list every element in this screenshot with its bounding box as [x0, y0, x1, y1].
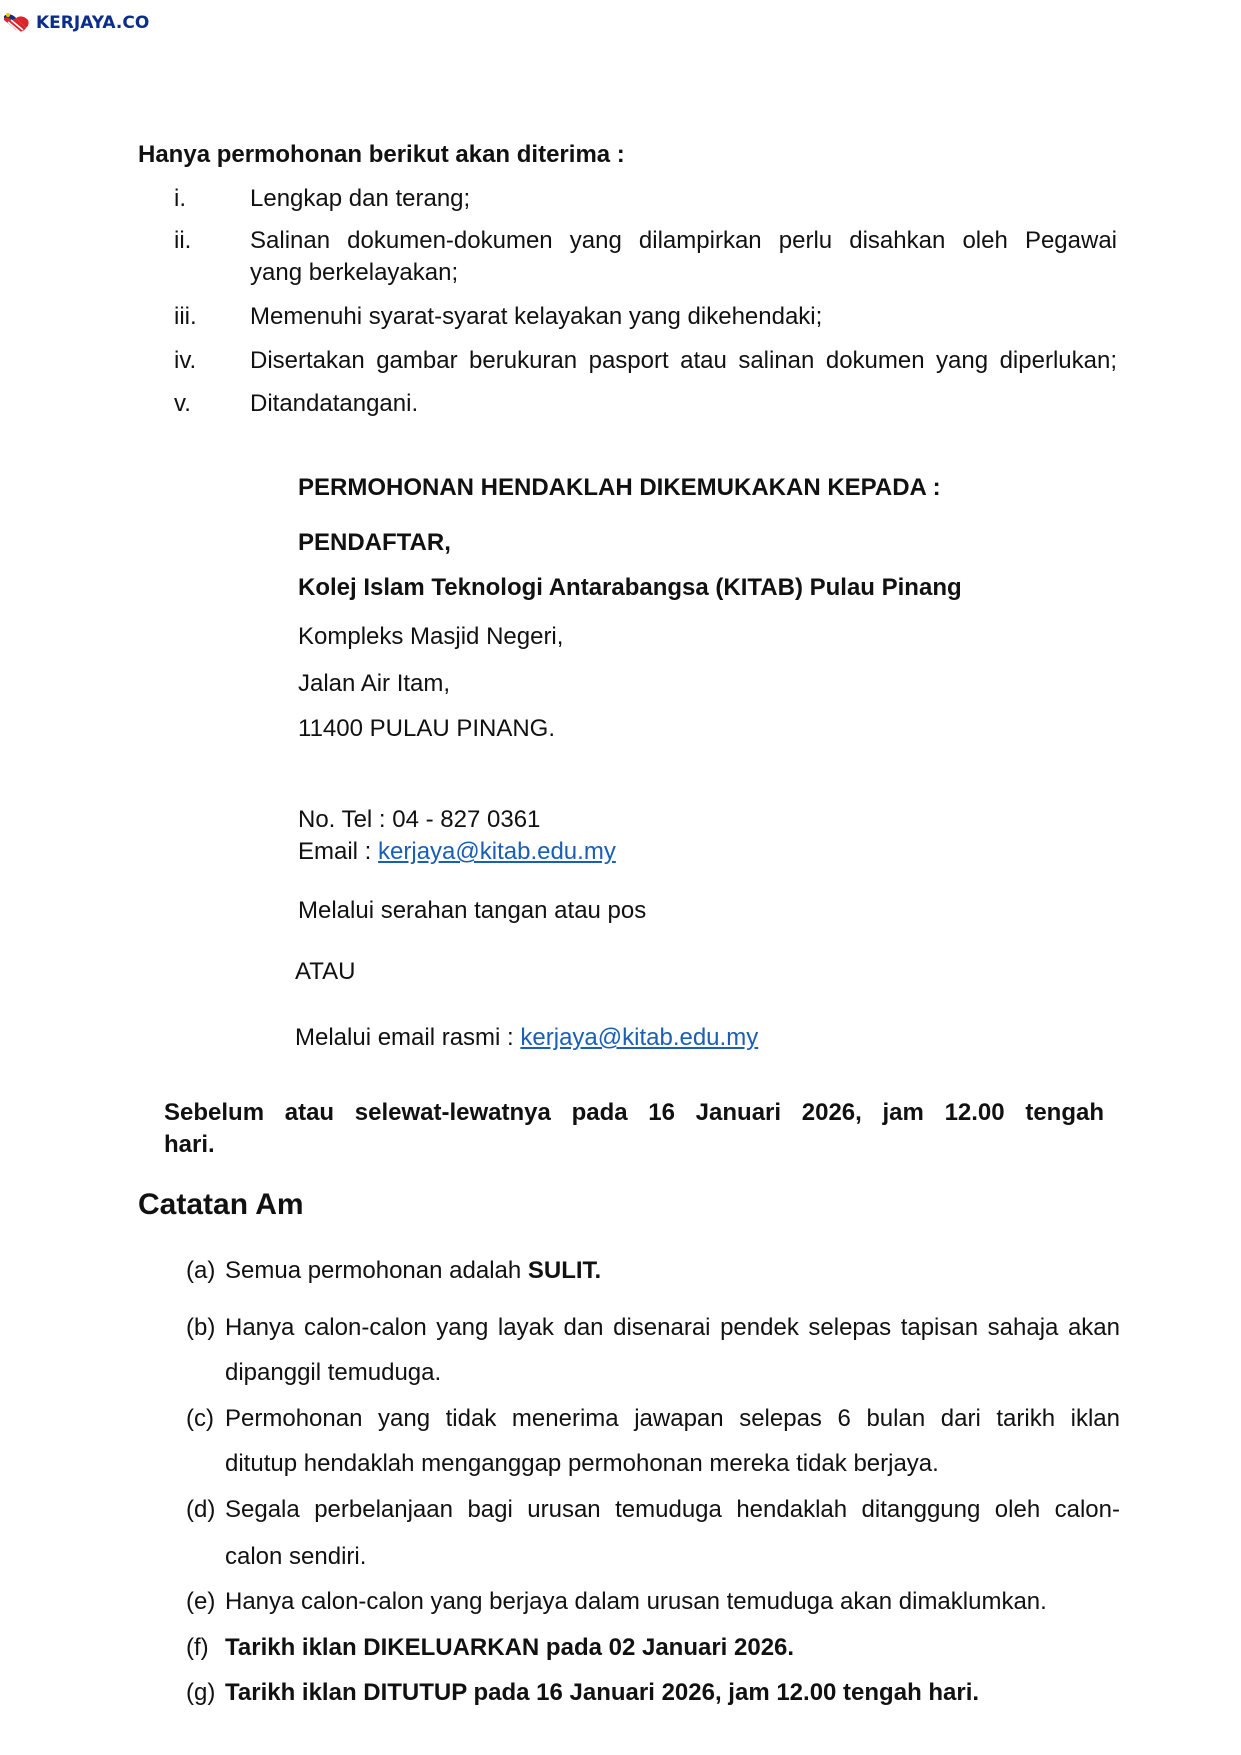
note-item-cont: dipanggil temuduga.: [225, 1359, 442, 1386]
deadline-text: Sebelum atau selewat-lewatnya pada 16 Januari 2026, jam 12.00 tengah: [164, 1099, 1104, 1126]
note-item: [225, 1257, 601, 1285]
address-line: Jalan Air Itam,: [298, 670, 451, 697]
recipient: PENDAFTAR,: [298, 529, 451, 556]
list-item: Ditandatangani.: [250, 390, 419, 417]
note-item: Tarikh iklan DITUTUP pada 16 Januari 2026, jam 12.00 tengah hari.: [225, 1679, 980, 1706]
address-heading: PERMOHONAN HENDAKLAH DIKEMUKAKAN KEPADA :: [298, 474, 941, 501]
note-item: Segala perbelanjaan bagi urusan temuduga hendaklah ditanggung oleh calon-: [225, 1496, 1120, 1523]
note-item: Hanya calon-calon yang berjaya dalam urusan temuduga akan dimaklumkan.: [225, 1588, 1047, 1615]
note-letter: (g): [186, 1679, 216, 1706]
email-line: [298, 838, 616, 866]
list-number: iv.: [174, 347, 197, 374]
institution-name: Kolej Islam Teknologi Antarabangsa (KITAB) Pulau Pinang: [298, 574, 962, 601]
or-text: ATAU: [295, 958, 356, 985]
note-letter: (d): [186, 1496, 216, 1523]
note-text: Semua permohonan adalah: [225, 1257, 528, 1284]
note-item: Permohonan yang tidak menerima jawapan selepas 6 bulan dari tarikh iklan: [225, 1405, 1120, 1432]
telephone: No. Tel : 04 - 827 0361: [298, 806, 541, 833]
address-line: Kompleks Masjid Negeri,: [298, 623, 564, 650]
list-number: ii.: [174, 227, 192, 254]
deadline-text-cont: hari.: [164, 1131, 215, 1158]
requirements-heading: Hanya permohonan berikut akan diterima :: [138, 141, 625, 168]
list-item-cont: yang berkelayakan;: [250, 259, 459, 286]
note-letter: (c): [186, 1405, 214, 1432]
note-item: Tarikh iklan DIKELUARKAN pada 02 Januari 2026.: [225, 1634, 795, 1661]
list-number: iii.: [174, 303, 197, 330]
flag-heart-icon: [2, 10, 32, 36]
note-item: Hanya calon-calon yang layak dan disenarai pendek selepas tapisan sahaja akan: [225, 1314, 1120, 1341]
note-bold: SULIT.: [527, 1257, 602, 1284]
email-link[interactable]: kerjaya@kitab.edu.my: [378, 838, 616, 865]
email-label: Email :: [298, 838, 379, 865]
logo-text: KERJAYA.CO: [36, 13, 150, 33]
notes-heading: Catatan Am: [138, 1188, 304, 1221]
note-letter: (b): [186, 1314, 216, 1341]
note-letter: (e): [186, 1588, 216, 1615]
address-line: 11400 PULAU PINANG.: [298, 715, 556, 742]
list-number: v.: [174, 390, 191, 417]
list-item: Lengkap dan terang;: [250, 185, 471, 212]
note-letter: (f): [186, 1634, 209, 1661]
kerjaya-logo: [2, 10, 149, 36]
email-submission-label: Melalui email rasmi :: [295, 1024, 521, 1051]
official-email-link[interactable]: kerjaya@kitab.edu.my: [520, 1024, 759, 1051]
list-number: i.: [174, 185, 186, 212]
note-item-cont: ditutup hendaklah menganggap permohonan mereka tidak berjaya.: [225, 1450, 939, 1477]
note-item-cont: calon sendiri.: [225, 1543, 367, 1570]
list-item: Salinan dokumen-dokumen yang dilampirkan perlu disahkan oleh Pegawai: [250, 227, 1117, 254]
note-letter: (a): [186, 1257, 216, 1284]
list-item: Disertakan gambar berukuran pasport atau salinan dokumen yang diperlukan;: [250, 347, 1117, 374]
list-item: Memenuhi syarat-syarat kelayakan yang dikehendaki;: [250, 303, 823, 330]
submission-method: Melalui serahan tangan atau pos: [298, 897, 647, 924]
email-submission-line: [295, 1024, 758, 1052]
